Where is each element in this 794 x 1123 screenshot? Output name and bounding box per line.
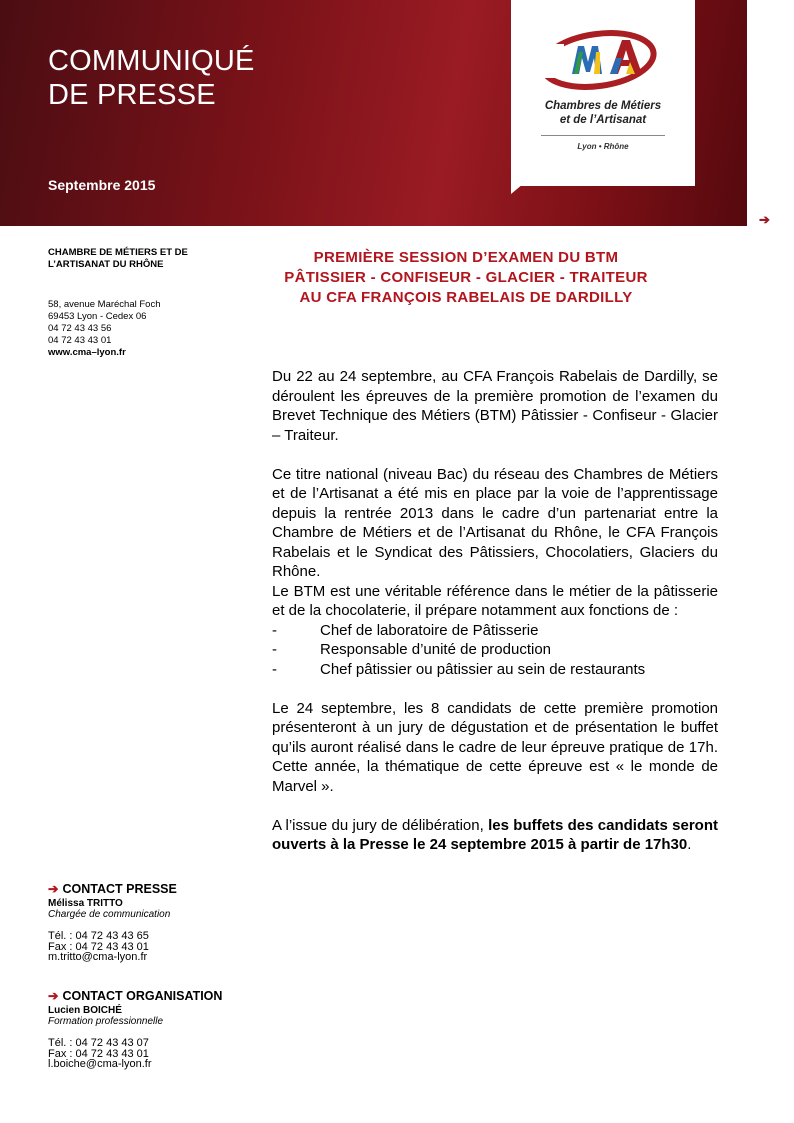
contact-tel: Tél. : 04 72 43 43 65 bbox=[48, 930, 149, 942]
bullet-marker: - bbox=[272, 641, 277, 658]
org-name-line: CHAMBRE DE MÉTIERS ET DE bbox=[48, 247, 188, 258]
contact-role: Chargée de communication bbox=[48, 909, 171, 920]
press-release-title bbox=[248, 248, 684, 308]
contact-name: Lucien BOICHÉ bbox=[48, 1005, 122, 1016]
paragraph: Le BTM est une véritable référence dans le métier de la pâtisserie et de la chocolaterie, il prépare notamment aux fonctions de : bbox=[272, 582, 718, 619]
logo bbox=[511, 0, 695, 186]
contact-role: Formation professionnelle bbox=[48, 1016, 164, 1027]
org-name-line: L’ARTISANAT DU RHÔNE bbox=[48, 259, 164, 270]
contact-name: Mélissa TRITTO bbox=[48, 898, 123, 909]
arrow-right-icon: ➔ bbox=[759, 212, 770, 227]
logo-city: Lyon • Rhône bbox=[577, 142, 629, 151]
contact-heading-label: CONTACT PRESSE bbox=[62, 882, 177, 896]
contact-heading bbox=[48, 884, 268, 895]
contact-fax: Fax : 04 72 43 43 01 bbox=[48, 1047, 149, 1060]
paragraph-text: . bbox=[687, 836, 692, 853]
contact-heading bbox=[48, 991, 268, 1002]
title-line: DE PRESSE bbox=[48, 79, 216, 111]
title-line: AU CFA FRANÇOIS RABELAIS DE DARDILLY bbox=[299, 289, 633, 306]
title-line: COMMUNIQUÉ bbox=[48, 45, 255, 77]
logo-divider bbox=[541, 135, 665, 136]
paragraph-emphasis: les buffets des candidats seront ouverts à la Presse le 24 septembre 2015 à partir de 17h30 bbox=[272, 816, 718, 853]
title-line: PREMIÈRE SESSION D’EXAMEN DU BTM bbox=[313, 249, 619, 266]
address-block bbox=[48, 299, 238, 359]
website-link[interactable]: www.cma–lyon.fr bbox=[48, 347, 126, 358]
contact-email[interactable]: l.boiche@cma-lyon.fr bbox=[48, 1058, 152, 1070]
phone-line: 04 72 43 43 56 bbox=[48, 323, 112, 334]
list-item-label: Responsable d’unité de production bbox=[320, 641, 551, 658]
list-item-label: Chef de laboratoire de Pâtisserie bbox=[320, 621, 539, 639]
paragraph-text: A l’issue du jury de délibération, bbox=[272, 816, 489, 834]
contact-email[interactable]: m.tritto@cma-lyon.fr bbox=[48, 951, 148, 963]
page-title bbox=[48, 44, 255, 112]
list-item bbox=[272, 640, 718, 660]
paragraph: Le 24 septembre, les 8 candidats de cette première promotion présenteront à un jury de dégustation et de présentation le buffet qu’ils auront réalisé dans le cadre de leur épreuve pratique de 17h. Cette année, la thématique de cette épreuve est « le monde de Marvel ». bbox=[272, 699, 718, 795]
contact-press bbox=[48, 884, 268, 963]
contact-organisation bbox=[48, 991, 268, 1070]
title-line: PÂTISSIER - CONFISEUR - GLACIER - TRAITEUR bbox=[284, 269, 648, 286]
body-text bbox=[272, 367, 718, 855]
logo-line: Chambres de Métiers bbox=[544, 100, 662, 112]
address-line: 69453 Lyon - Cedex 06 bbox=[48, 311, 147, 322]
address-line: 58, avenue Maréchal Foch bbox=[48, 299, 161, 310]
fax-line: 04 72 43 43 01 bbox=[48, 335, 112, 346]
release-date: Septembre 2015 bbox=[48, 177, 156, 193]
list-item-label: Chef pâtissier ou pâtissier au sein de restaurants bbox=[320, 660, 646, 678]
contact-fax: Fax : 04 72 43 43 01 bbox=[48, 940, 149, 953]
paragraph: Du 22 au 24 septembre, au CFA François Rabelais de Dardilly, se déroulent les épreuves de la première promotion de l’examen du Brevet Technique des Métiers (BTM) Pâtissier - Confiseur - Glacier – Traiteur. bbox=[272, 368, 718, 444]
sidebar bbox=[48, 247, 238, 359]
logo-notch bbox=[511, 184, 523, 194]
contact-heading-label: CONTACT ORGANISATION bbox=[62, 989, 223, 1003]
contact-tel: Tél. : 04 72 43 43 07 bbox=[48, 1037, 149, 1049]
list-item bbox=[272, 660, 718, 680]
org-name bbox=[48, 247, 238, 271]
bullet-marker: - bbox=[272, 621, 277, 639]
cma-logo-icon bbox=[538, 26, 668, 92]
list-item bbox=[272, 621, 718, 641]
logo-line: et de l’Artisanat bbox=[559, 114, 647, 126]
paragraph: Ce titre national (niveau Bac) du réseau des Chambres de Métiers et de l’Artisanat a été mis en place par la voie de l’apprentissage depuis la rentrée 2013 dans le cadre d’un partenariat entre la Chambre de Métiers et de l’Artisanat du Rhône, le CFA François Rabelais et le Syndicat des Pâtissiers, Chocolatiers, Glaciers du Rhône. bbox=[272, 465, 718, 580]
paragraph bbox=[272, 816, 718, 855]
arrow-right-icon: ➔ bbox=[48, 989, 59, 1003]
arrow-right-icon: ➔ bbox=[48, 882, 59, 896]
bullet-marker: - bbox=[272, 660, 277, 678]
